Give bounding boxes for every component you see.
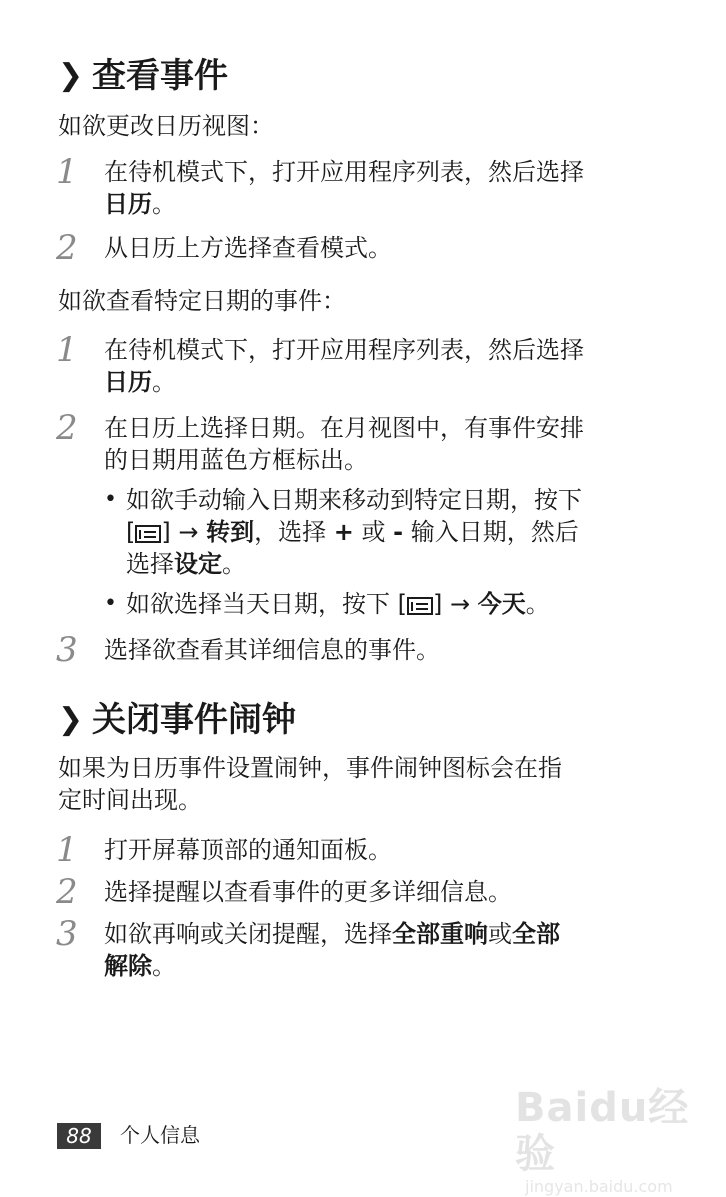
watermark-logo-text: Baidu经验	[515, 1085, 690, 1177]
step-text	[104, 412, 584, 476]
intro-text-line: 定时间出现。	[58, 786, 202, 814]
step-text-line: 在日历上选择日期。在月视图中，有事件安排	[104, 414, 584, 442]
step-text: 打开屏幕顶部的通知面板。	[104, 836, 392, 864]
step-number: 1	[56, 830, 78, 870]
minus-symbol: -	[393, 518, 404, 546]
bracket: ]	[161, 518, 171, 546]
bold-term: 全部重响	[392, 920, 488, 948]
chevron-right-icon: ❯	[58, 58, 84, 93]
intro-text: 如欲查看特定日期的事件：	[58, 287, 346, 315]
text-fragment: 或	[353, 518, 394, 546]
step-text	[104, 334, 584, 398]
plus-symbol: +	[333, 518, 354, 546]
bracket: [	[397, 590, 408, 618]
intro-text	[58, 752, 562, 816]
text-fragment: 或	[488, 920, 512, 948]
step-text	[104, 918, 560, 982]
step-text-line: 在待机模式下，打开应用程序列表，然后选择	[104, 158, 584, 186]
section-title: 查看事件	[92, 56, 228, 96]
section-heading-view-events	[58, 56, 228, 96]
text-fragment: 如欲再响或关闭提醒，选择	[104, 920, 392, 948]
text-fragment: 输入日期，然后	[403, 518, 579, 546]
step-number: 1	[56, 152, 78, 192]
punctuation: 。	[222, 550, 246, 578]
page-number: 88	[57, 1123, 101, 1149]
chevron-right-icon: ❯	[58, 702, 84, 737]
step-text	[104, 156, 584, 220]
menu-key-icon	[135, 525, 161, 543]
step-number: 2	[56, 408, 78, 448]
arrow: →	[442, 590, 478, 618]
bold-term: 全部	[512, 920, 560, 948]
bold-term: 解除	[104, 952, 152, 980]
step-number: 3	[56, 630, 78, 670]
text-fragment: 选择	[126, 550, 174, 578]
bullet-text	[126, 588, 550, 620]
bold-term: 设定	[174, 550, 222, 578]
punctuation: 。	[525, 590, 550, 618]
step-number: 2	[56, 228, 78, 268]
bold-term: 日历	[104, 368, 152, 396]
intro-text: 如欲更改日历视图：	[58, 112, 274, 140]
step-text: 选择欲查看其详细信息的事件。	[104, 636, 440, 664]
bracket: [	[126, 518, 136, 546]
footer-section-name: 个人信息	[120, 1123, 200, 1147]
text-fragment: 如欲选择当天日期，按下	[126, 590, 398, 618]
section-heading-close-alarm	[58, 700, 296, 740]
text-fragment: ，选择	[254, 518, 334, 546]
step-text: 选择提醒以查看事件的更多详细信息。	[104, 878, 512, 906]
punctuation: 。	[152, 952, 176, 980]
menu-key-icon	[407, 597, 433, 615]
bullet-dot-icon: •	[104, 591, 117, 616]
bullet-text-line: 如欲手动输入日期来移动到特定日期，按下	[126, 486, 582, 514]
intro-text-line: 如果为日历事件设置闹钟，事件闹钟图标会在指	[58, 754, 562, 782]
punctuation: 。	[152, 368, 176, 396]
baidu-watermark	[515, 1085, 726, 1197]
arrow: →	[170, 518, 207, 546]
bullet-dot-icon: •	[104, 487, 117, 512]
section-title: 关闭事件闹钟	[92, 700, 296, 740]
bullet-text	[126, 484, 582, 580]
watermark-url: jingyan.baidu.com	[525, 1177, 673, 1196]
step-number: 2	[56, 872, 78, 912]
bold-term: 今天	[477, 590, 526, 618]
step-text-line: 的日期用蓝色方框标出。	[104, 446, 368, 474]
step-number: 1	[56, 330, 78, 370]
step-number: 3	[56, 914, 78, 954]
bold-term: 转到	[206, 518, 255, 546]
bold-term: 日历	[104, 190, 152, 218]
punctuation: 。	[152, 190, 176, 218]
bracket: ]	[433, 590, 443, 618]
step-text-line: 在待机模式下，打开应用程序列表，然后选择	[104, 336, 584, 364]
step-text: 从日历上方选择查看模式。	[104, 234, 392, 262]
